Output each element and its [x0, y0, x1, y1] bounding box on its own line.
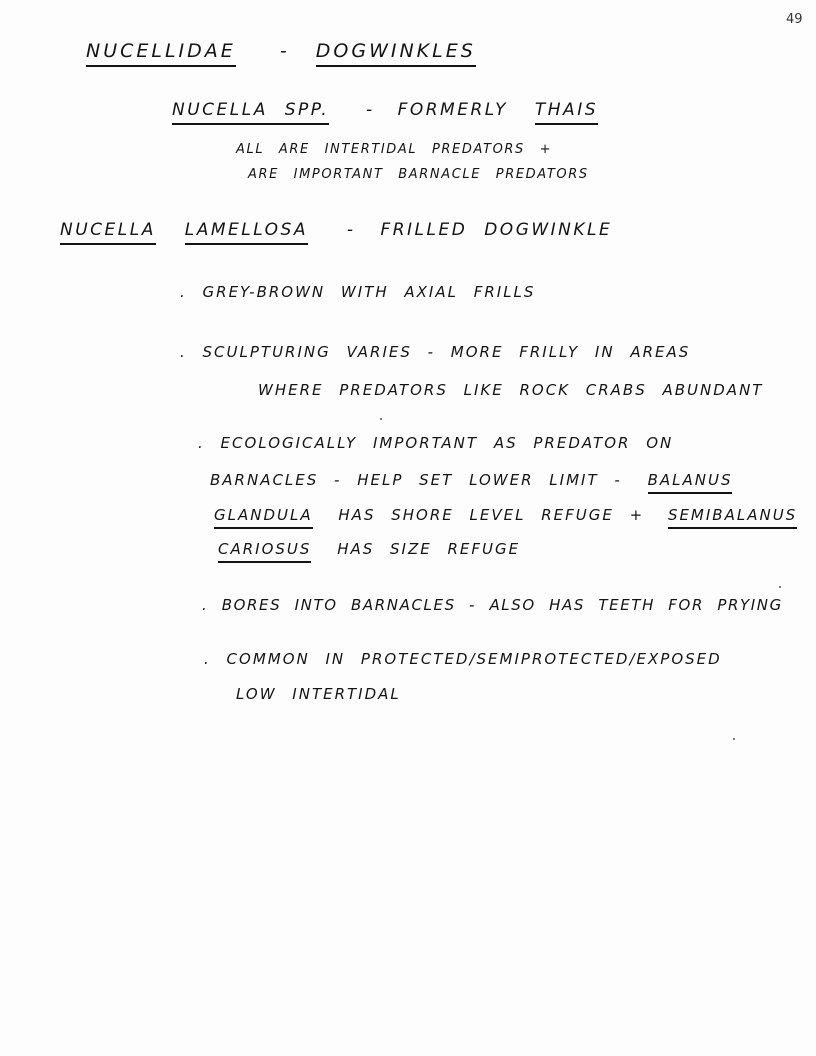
heading-separator: -	[279, 40, 290, 62]
scan-speck	[779, 586, 781, 588]
genus-separator: -	[366, 100, 375, 120]
scan-speck	[380, 418, 382, 420]
family-name: NUCELLIDAE	[86, 40, 236, 67]
species-balanus: BALANUS	[648, 471, 733, 494]
formerly-label: FORMERLY	[397, 100, 508, 120]
note-habitat-line-1: . COMMON IN PROTECTED/SEMIPROTECTED/EXPOSED	[204, 650, 722, 668]
page-number: 49	[786, 12, 803, 27]
note-ecology-line-1: . ECOLOGICALLY IMPORTANT AS PREDATOR ON	[198, 434, 674, 452]
species-heading	[60, 222, 612, 239]
family-common-name: DOGWINKLES	[316, 40, 476, 67]
note-ecology-line-2	[210, 473, 732, 488]
ecology-line-4-text: HAS SIZE REFUGE	[337, 540, 521, 558]
note-ecology-line-3	[214, 508, 797, 523]
species-common-name: FRILLED DOGWINKLE	[380, 220, 613, 240]
ecology-line-3-text: HAS SHORE LEVEL REFUGE +	[338, 506, 645, 524]
genus-note-line-2: ARE IMPORTANT BARNACLE PREDATORS	[248, 167, 589, 182]
species-separator: -	[346, 220, 356, 240]
species-semibalanus: SEMIBALANUS	[668, 506, 797, 529]
species-genus: NUCELLA	[60, 220, 156, 245]
species-cariosus: CARIOSUS	[218, 540, 311, 563]
note-habitat-line-2: LOW INTERTIDAL	[236, 685, 401, 703]
former-genus-name: THAIS	[535, 100, 598, 125]
note-ecology-line-4	[218, 542, 520, 557]
note-sculpturing-line-2: WHERE PREDATORS LIKE ROCK CRABS ABUNDANT	[258, 381, 764, 399]
species-glandula: GLANDULA	[214, 506, 313, 529]
genus-line	[172, 102, 598, 119]
scan-speck	[733, 738, 735, 740]
species-epithet: LAMELLOSA	[185, 220, 308, 245]
genus-note-line-1: ALL ARE INTERTIDAL PREDATORS +	[236, 142, 553, 157]
ecology-line-2-text: BARNACLES - HELP SET LOWER LIMIT -	[210, 471, 622, 489]
note-sculpturing-line-1: . SCULPTURING VARIES - MORE FRILLY IN AREAS	[180, 343, 691, 361]
family-heading	[86, 42, 476, 61]
note-bores: . BORES INTO BARNACLES - ALSO HAS TEETH FOR PRYING	[202, 596, 783, 614]
genus-name: NUCELLA SPP.	[172, 100, 329, 125]
note-colour: . GREY-BROWN WITH AXIAL FRILLS	[180, 283, 536, 301]
